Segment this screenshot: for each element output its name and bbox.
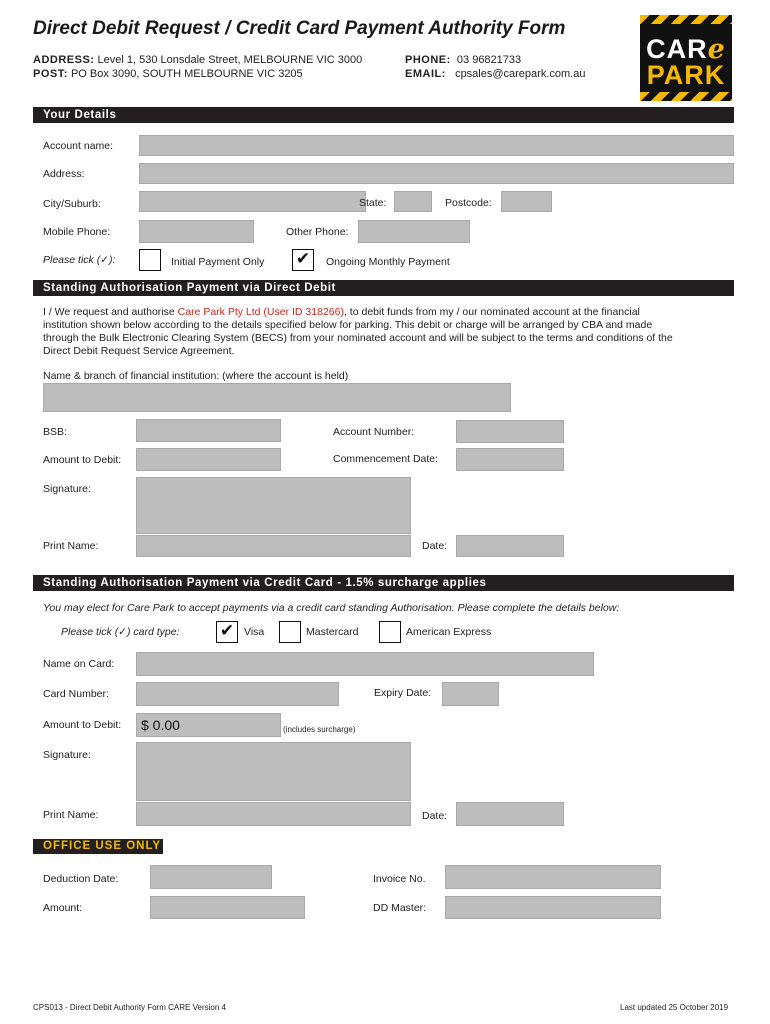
phone-line <box>405 54 521 66</box>
state-field[interactable] <box>394 191 432 212</box>
deduction-date-field[interactable] <box>150 865 272 889</box>
invoice-label: Invoice No. <box>373 873 426 885</box>
cc-date-field[interactable] <box>456 802 564 826</box>
post-line <box>33 68 303 80</box>
visa-checkbox[interactable]: ✔ <box>216 621 238 643</box>
footer-updated: Last updated 25 October 2019 <box>620 1003 729 1012</box>
cc-amount-label: Amount to Debit: <box>43 719 122 731</box>
expiry-label: Expiry Date: <box>374 687 432 699</box>
post-label: POST: <box>33 68 68 80</box>
cc-signature-label: Signature: <box>43 749 91 761</box>
form-title: Direct Debit Request / Credit Card Payment Authority Form <box>33 18 566 39</box>
dd-date-field[interactable] <box>456 535 564 557</box>
dd-print-name-label: Print Name: <box>43 540 99 552</box>
account-name-label: Account name: <box>43 140 114 152</box>
amex-checkbox[interactable] <box>379 621 401 643</box>
logo-line1: CARe <box>646 34 726 65</box>
your-details-heading: Your Details <box>33 107 734 123</box>
cc-signature-field[interactable] <box>136 742 411 801</box>
dd-amount-label: Amount to Debit: <box>43 454 122 466</box>
post-value: PO Box 3090, SOUTH MELBOURNE VIC 3205 <box>70 68 303 80</box>
name-on-card-label: Name on Card: <box>43 658 115 670</box>
other-phone-field[interactable] <box>358 220 470 243</box>
cc-date-label: Date: <box>422 810 448 822</box>
carepark-logo <box>640 15 732 101</box>
card-number-field[interactable] <box>136 682 339 706</box>
bsb-field[interactable] <box>136 419 281 442</box>
cc-amount-field[interactable]: $ 0.00 <box>136 713 281 737</box>
dd-signature-label: Signature: <box>43 483 91 495</box>
dd-amount-field[interactable] <box>136 448 281 471</box>
mobile-label: Mobile Phone: <box>43 226 111 238</box>
account-number-label: Account Number: <box>333 426 415 438</box>
surcharge-note: (includes surcharge) <box>283 725 356 734</box>
commencement-field[interactable] <box>456 448 564 471</box>
phone-value: 03 96821733 <box>456 54 522 66</box>
dd-signature-field[interactable] <box>136 477 411 534</box>
mobile-field[interactable] <box>139 220 254 243</box>
institution-field[interactable] <box>43 383 511 412</box>
initial-payment-label: Initial Payment Only <box>171 256 265 268</box>
card-number-label: Card Number: <box>43 688 109 700</box>
invoice-field[interactable] <box>445 865 661 889</box>
office-use-heading: OFFICE USE ONLY <box>33 839 163 854</box>
email-line <box>405 68 585 80</box>
email-label: EMAIL: <box>405 68 446 80</box>
credit-card-heading: Standing Authorisation Payment via Credit Card - 1.5% surcharge applies <box>33 575 734 591</box>
address-label: ADDRESS: <box>33 54 95 66</box>
email-value: cpsales@carepark.com.au <box>455 68 586 80</box>
city-label: City/Suburb: <box>43 198 101 210</box>
address-field[interactable] <box>139 163 734 184</box>
card-type-label: Please tick (✓) card type: <box>61 626 180 638</box>
office-amount-label: Amount: <box>43 902 83 914</box>
mastercard-label: Mastercard <box>306 626 359 638</box>
footer-version: CPS013 - Direct Debit Authority Form CARE Version 4 <box>33 1003 226 1012</box>
ongoing-payment-label: Ongoing Monthly Payment <box>326 256 450 268</box>
cc-print-name-field[interactable] <box>136 802 411 826</box>
deduction-date-label: Deduction Date: <box>43 873 119 885</box>
direct-debit-paragraph: I / We request and authorise Care Park Pty Ltd (User ID 318266), to debit funds from my / our nominated account at the financial institution shown below according to the details specified below for parking. This debit or charge will be arranged by CBA and made through the Bulk Electronic Clearing System (BECS) from your nominated account and will be subject to the terms and conditions of the Direct Debit Request Service Agreement. <box>43 306 673 357</box>
logo-line2: PARK <box>646 60 726 90</box>
office-amount-field[interactable] <box>150 896 305 919</box>
phone-label: PHONE: <box>405 54 451 66</box>
initial-payment-checkbox[interactable] <box>139 249 161 271</box>
name-on-card-field[interactable] <box>136 652 594 676</box>
mastercard-checkbox[interactable] <box>279 621 301 643</box>
address-value: Level 1, 530 Lonsdale Street, MELBOURNE VIC 3000 <box>97 54 363 66</box>
amex-label: American Express <box>406 626 492 638</box>
visa-label: Visa <box>244 626 265 638</box>
dd-date-label: Date: <box>422 540 448 552</box>
dd-print-name-field[interactable] <box>136 535 411 557</box>
institution-label: Name & branch of financial institution: (where the account is held) <box>43 370 349 382</box>
other-phone-label: Other Phone: <box>286 226 349 238</box>
state-label: State: <box>359 197 387 209</box>
cc-print-name-label: Print Name: <box>43 809 99 821</box>
expiry-field[interactable] <box>442 682 499 706</box>
please-tick-label: Please tick (✓): <box>43 254 116 266</box>
ongoing-payment-checkbox[interactable]: ✔ <box>292 249 314 271</box>
bsb-label: BSB: <box>43 426 67 438</box>
postcode-label: Postcode: <box>445 197 492 209</box>
direct-debit-heading: Standing Authorisation Payment via Direct Debit <box>33 280 734 296</box>
dd-master-label: DD Master: <box>373 902 427 914</box>
account-name-field[interactable] <box>139 135 734 156</box>
city-field[interactable] <box>139 191 366 212</box>
account-number-field[interactable] <box>456 420 564 443</box>
address-label: Address: <box>43 168 85 180</box>
address-line <box>33 54 362 66</box>
credit-card-intro: You may elect for Care Park to accept payments via a credit card standing Authorisation. Please complete the details below: <box>43 602 620 614</box>
dd-master-field[interactable] <box>445 896 661 919</box>
commencement-label: Commencement Date: <box>333 453 439 465</box>
user-id-text: Care Park Pty Ltd (User ID 318266) <box>177 306 344 318</box>
postcode-field[interactable] <box>501 191 552 212</box>
